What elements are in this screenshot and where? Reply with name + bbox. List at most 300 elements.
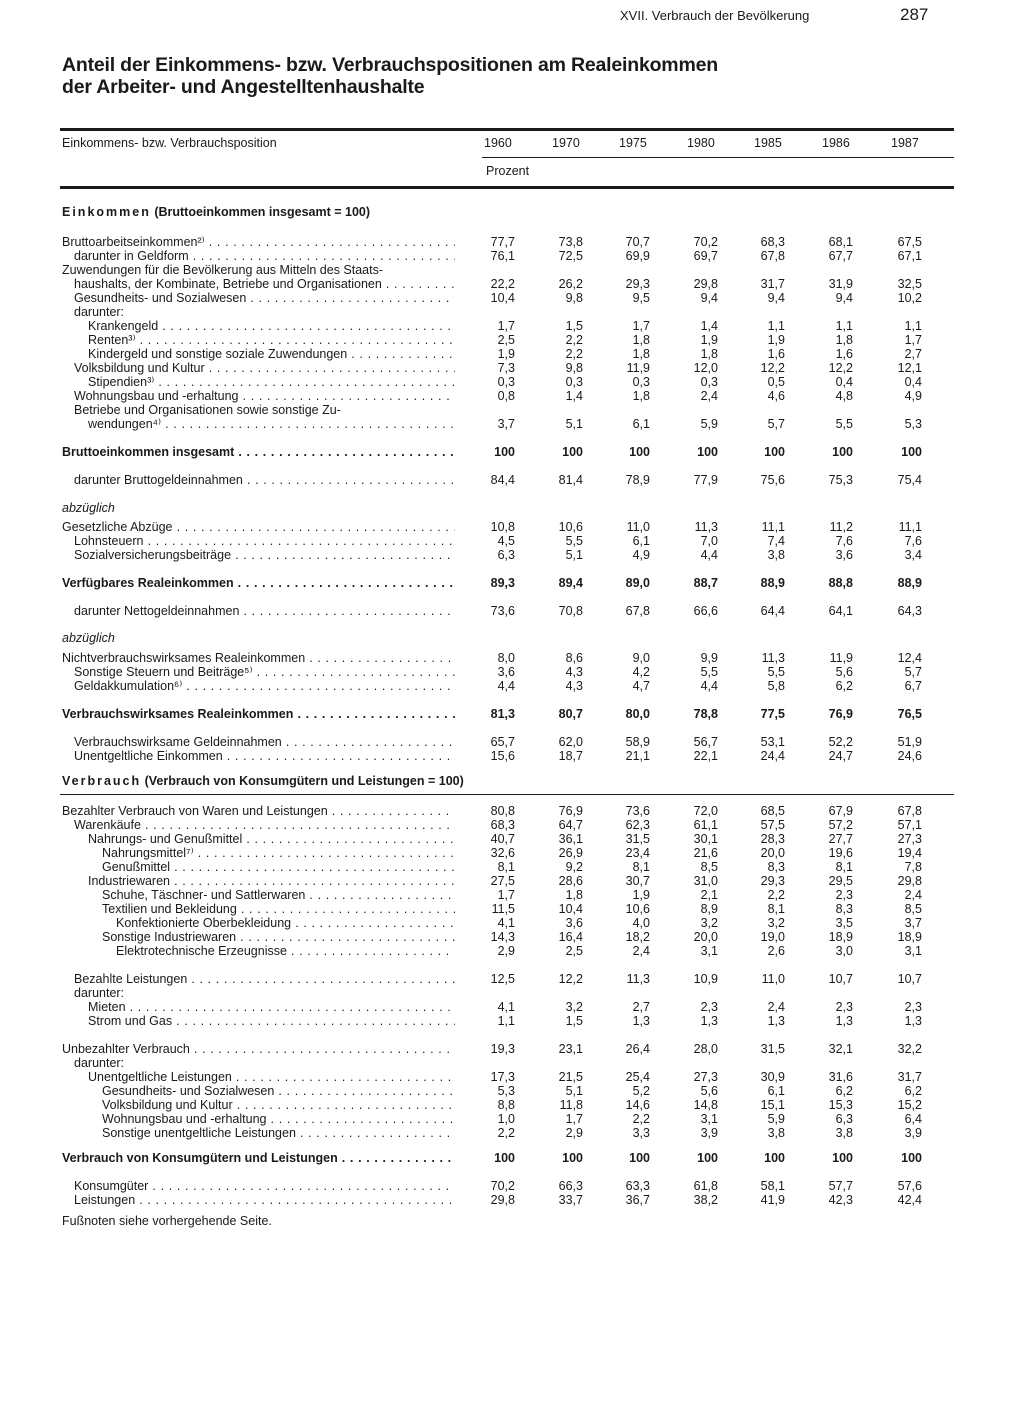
table-row [0,291,1024,305]
page-number: 287 [900,5,929,24]
cell-1980: 22,1 [693,749,718,763]
cell-1986: 11,2 [829,520,853,534]
cell-1980: 72,0 [693,804,718,818]
row-label: Wohnungsbau und -erhaltung . . . [102,1112,455,1126]
cell-1960: 89,3 [490,576,515,590]
cell-1980: 61,1 [693,818,718,832]
cell-1987: 67,8 [897,804,922,818]
table-row [0,548,1024,562]
cell-1970: 0,3 [565,375,583,389]
cell-1986: 9,4 [835,291,853,305]
row-label: Sonstige unentgeltliche Leistungen . . . [102,1126,455,1140]
cell-1986: 32,1 [828,1042,853,1056]
cell-1980: 31,0 [693,874,718,888]
cell-1960: 0,3 [497,375,515,389]
section-consumption-title: Verbrauch [62,774,142,788]
cell-1975: 10,6 [625,902,650,916]
row-label: Bruttoarbeitseinkommen²⁾ . . . [62,235,455,249]
cell-1975: 18,2 [625,930,650,944]
cell-1985: 9,4 [767,291,785,305]
row-label: Wohnungsbau und -erhaltung . . . [74,389,455,403]
unit-rule [482,157,954,158]
cell-1970: 70,8 [558,604,583,618]
cell-1960: 100 [494,445,515,459]
cell-1987: 67,1 [897,249,922,263]
cell-1985: 28,3 [760,832,785,846]
table-header-bottom-rule [60,186,954,189]
cell-1985: 64,4 [760,604,785,618]
cell-1987: 5,7 [904,665,922,679]
cell-1975: 23,4 [625,846,650,860]
row-label: wendungen⁴⁾ . . . [88,417,455,431]
cell-1985: 3,8 [767,548,785,562]
table-row [0,1000,1024,1014]
cell-1985: 29,3 [760,874,785,888]
cell-1986: 1,3 [835,1014,853,1028]
cell-1970: 1,5 [565,1014,583,1028]
cell-1987: 19,4 [897,846,922,860]
row-label: Konsumgüter . . . [74,1179,455,1193]
row-label: Textilien und Bekleidung . . . [102,902,455,916]
cell-1986: 5,5 [835,417,853,431]
cell-1987: 1,3 [904,1014,922,1028]
cell-1975: 1,8 [632,389,650,403]
cell-1980: 2,4 [700,389,718,403]
cell-1985: 77,5 [760,707,785,721]
cell-1985: 8,3 [767,860,785,874]
table-row [0,1193,1024,1207]
cell-1986: 11,9 [829,651,853,665]
row-label: Bezahlte Leistungen . . . [74,972,455,986]
cell-1970: 1,8 [565,888,583,902]
unit-label: Prozent [486,164,530,178]
cell-1987: 32,2 [897,1042,922,1056]
cell-1975: 63,3 [625,1179,650,1193]
cell-1986: 18,9 [828,930,853,944]
cell-1980: 21,6 [693,846,718,860]
cell-1987: 10,7 [897,972,922,986]
row-label: Bezahlter Verbrauch von Waren und Leistungen . . . [62,804,455,818]
year-header-1987: 1987 [891,136,919,150]
cell-1985: 30,9 [760,1070,785,1084]
cell-1986: 64,1 [828,604,853,618]
cell-1985: 12,2 [760,361,785,375]
row-label: Genußmittel . . . [102,860,455,874]
table-row [0,534,1024,548]
cell-1987: 57,1 [897,818,922,832]
table-row [0,972,1024,986]
cell-1970: 72,5 [558,249,583,263]
cell-1987: 4,9 [904,389,922,403]
row-label: darunter Bruttogeldeinnahmen . . . [74,473,455,487]
cell-1970: 26,2 [558,277,583,291]
cell-1960: 8,0 [497,651,515,665]
cell-1975: 1,9 [632,888,650,902]
row-label: Sonstige Industriewaren . . . [102,930,455,944]
row-label: Gesundheits- und Sozialwesen . . . [102,1084,455,1098]
row-label: Schuhe, Täschner- und Sattlerwaren . . . [102,888,455,902]
table-row [0,874,1024,888]
cell-1987: 6,2 [904,1084,922,1098]
cell-1970: 4,3 [565,665,583,679]
cell-1970: 9,2 [565,860,583,874]
cell-1975: 4,2 [632,665,650,679]
cell-1980: 56,7 [693,735,718,749]
cell-1985: 15,1 [760,1098,785,1112]
section-income-title: Einkommen [62,205,151,219]
table-row [0,305,1024,319]
cell-1975: 2,2 [632,1112,650,1126]
cell-1960: 22,2 [490,277,515,291]
table-row [0,916,1024,930]
cell-1980: 3,9 [700,1126,718,1140]
cell-1980: 69,7 [693,249,718,263]
cell-1987: 100 [901,1151,922,1165]
row-label: Industriewaren . . . [88,874,455,888]
cell-1970: 33,7 [558,1193,583,1207]
cell-1970: 23,1 [558,1042,583,1056]
cell-1960: 10,4 [490,291,515,305]
cell-1986: 6,2 [835,679,853,693]
cell-1986: 6,3 [835,1112,853,1126]
cell-1986: 100 [832,1151,853,1165]
cell-1985: 31,7 [760,277,785,291]
table-row [0,902,1024,916]
cell-1960: 68,3 [490,818,515,832]
cell-1960: 3,7 [497,417,515,431]
table-row [0,1042,1024,1056]
row-label: Leistungen . . . [74,1193,455,1207]
cell-1970: 12,2 [558,972,583,986]
table-row [0,735,1024,749]
cell-1970: 26,9 [558,846,583,860]
cell-1970: 4,3 [565,679,583,693]
cell-1985: 19,0 [760,930,785,944]
cell-1975: 29,3 [625,277,650,291]
cell-1970: 9,8 [565,361,583,375]
row-label: Elektrotechnische Erzeugnisse . . . [116,944,455,958]
cell-1970: 8,6 [565,651,583,665]
cell-1975: 67,8 [625,604,650,618]
cell-1980: 2,1 [700,888,718,902]
cell-1986: 88,8 [828,576,853,590]
cell-1975: 80,0 [625,707,650,721]
table-row [0,888,1024,902]
cell-1975: 21,1 [625,749,650,763]
cell-1975: 9,0 [632,651,650,665]
cell-1986: 42,3 [828,1193,853,1207]
cell-1970: 21,5 [558,1070,583,1084]
cell-1985: 20,0 [760,846,785,860]
cell-1975: 2,4 [632,944,650,958]
row-label: Zuwendungen für die Bevölkerung aus Mitteln des Staats- [62,263,384,277]
cell-1970: 80,7 [558,707,583,721]
cell-1980: 66,6 [693,604,718,618]
row-label: Stipendien³⁾ . . . [88,375,455,389]
cell-1975: 4,7 [632,679,650,693]
cell-1960: 11,5 [491,902,515,916]
cell-1987: 29,8 [897,874,922,888]
cell-1970: 10,6 [558,520,583,534]
cell-1980: 20,0 [693,930,718,944]
cell-1987: 31,7 [897,1070,922,1084]
table-row [0,846,1024,860]
row-label: darunter: [74,986,125,1000]
table-row [0,1084,1024,1098]
cell-1970: 89,4 [558,576,583,590]
cell-1986: 3,0 [835,944,853,958]
row-label: Volksbildung und Kultur . . . [74,361,455,375]
cell-1985: 11,3 [761,651,785,665]
row-label: Unentgeltliche Leistungen . . . [88,1070,455,1084]
row-label: Warenkäufe . . . [74,818,455,832]
cell-1980: 30,1 [693,832,718,846]
cell-1987: 6,4 [904,1112,922,1126]
cell-1975: 6,1 [632,534,650,548]
chapter-header: XVII. Verbrauch der Bevölkerung [620,8,810,23]
cell-1970: 2,9 [565,1126,583,1140]
table-row [0,333,1024,347]
table-row [0,832,1024,846]
cell-1960: 19,3 [490,1042,515,1056]
cell-1960: 73,6 [490,604,515,618]
cell-1970: 28,6 [558,874,583,888]
cell-1986: 4,8 [835,389,853,403]
cell-1975: 73,6 [625,804,650,818]
row-label: haushalts, der Kombinate, Betriebe und Organisationen . . . [74,277,455,291]
cell-1987: 11,1 [898,520,922,534]
cell-1986: 0,4 [835,375,853,389]
cell-1987: 32,5 [897,277,922,291]
cell-1980: 9,9 [700,651,718,665]
cell-1985: 53,1 [760,735,785,749]
cell-1960: 12,5 [490,972,515,986]
cell-1985: 31,5 [760,1042,785,1056]
cell-1980: 3,2 [700,916,718,930]
cell-1987: 76,5 [897,707,922,721]
table-row [0,944,1024,958]
row-label: Unbezahlter Verbrauch . . . [62,1042,455,1056]
year-header-1986: 1986 [822,136,850,150]
cell-1986: 67,7 [828,249,853,263]
row-label: Krankengeld . . . [88,319,455,333]
cell-1975: 6,1 [632,417,650,431]
row-label: Verbrauchswirksames Realeinkommen . . . [62,707,455,721]
cell-1980: 70,2 [693,235,718,249]
cell-1986: 15,3 [828,1098,853,1112]
cell-1986: 3,8 [835,1126,853,1140]
cell-1987: 10,2 [897,291,922,305]
cell-1960: 81,3 [490,707,515,721]
cell-1987: 0,4 [904,375,922,389]
cell-1980: 1,3 [700,1014,718,1028]
year-header-1960: 1960 [484,136,512,150]
cell-1986: 31,6 [828,1070,853,1084]
row-label: Bruttoeinkommen insgesamt . . . [62,445,455,459]
section-consumption-heading [62,774,464,788]
cell-1980: 1,8 [700,347,718,361]
cell-1975: 11,3 [626,972,650,986]
cell-1985: 5,9 [767,1112,785,1126]
cell-1960: 17,3 [490,1070,515,1084]
table-row [0,1112,1024,1126]
cell-1980: 28,0 [693,1042,718,1056]
cell-1970: 62,0 [558,735,583,749]
cell-1985: 5,8 [767,679,785,693]
row-label: Betriebe und Organisationen sowie sonstige Zu- [74,403,341,417]
row-label: Sozialversicherungsbeiträge . . . [74,548,455,562]
row-label: Gesetzliche Abzüge . . . [62,520,455,534]
cell-1960: 8,8 [497,1098,515,1112]
cell-1987: 8,5 [904,902,922,916]
cell-1985: 0,5 [767,375,785,389]
table-row [0,860,1024,874]
cell-1986: 67,9 [828,804,853,818]
cell-1985: 75,6 [760,473,785,487]
cell-1987: 67,5 [897,235,922,249]
cell-1987: 1,1 [904,319,922,333]
cell-1980: 14,8 [693,1098,718,1112]
cell-1970: 81,4 [558,473,583,487]
cell-1970: 16,4 [558,930,583,944]
table-row [0,665,1024,679]
cell-1980: 10,9 [693,972,718,986]
cell-1985: 68,3 [760,235,785,249]
cell-1986: 1,1 [835,319,853,333]
cell-1985: 2,2 [767,888,785,902]
cell-1987: 24,6 [897,749,922,763]
cell-1960: 2,9 [497,944,515,958]
cell-1970: 73,8 [558,235,583,249]
cell-1980: 4,4 [700,679,718,693]
cell-1980: 8,9 [700,902,718,916]
cell-1960: 65,7 [490,735,515,749]
cell-1975: 4,0 [632,916,650,930]
cell-1987: 100 [901,445,922,459]
table-row [0,818,1024,832]
cell-1986: 52,2 [828,735,853,749]
cell-1975: 14,6 [625,1098,650,1112]
table-row [0,277,1024,291]
cell-1986: 12,2 [828,361,853,375]
label-column-header: Einkommens- bzw. Verbrauchsposition [62,136,277,150]
table-row [0,631,1024,645]
cell-1960: 6,3 [497,548,515,562]
cell-1975: 100 [629,445,650,459]
table-row [0,235,1024,249]
cell-1980: 0,3 [700,375,718,389]
cell-1970: 11,8 [559,1098,583,1112]
cell-1975: 100 [629,1151,650,1165]
table-row [0,604,1024,618]
cell-1960: 1,0 [497,1112,515,1126]
cell-1986: 68,1 [828,235,853,249]
cell-1987: 3,9 [904,1126,922,1140]
cell-1975: 0,3 [632,375,650,389]
cell-1987: 2,4 [904,888,922,902]
cell-1975: 8,1 [632,860,650,874]
table-row [0,263,1024,277]
row-label: Gesundheits- und Sozialwesen . . . [74,291,455,305]
cell-1960: 4,1 [497,916,515,930]
cell-1970: 5,1 [565,548,583,562]
cell-1980: 7,0 [700,534,718,548]
cell-1980: 78,8 [693,707,718,721]
cell-1987: 2,7 [904,347,922,361]
cell-1975: 1,3 [632,1014,650,1028]
table-row [0,651,1024,665]
table-row [0,749,1024,763]
cell-1975: 78,9 [625,473,650,487]
cell-1975: 70,7 [625,235,650,249]
cell-1970: 5,5 [565,534,583,548]
cell-1975: 3,3 [632,1126,650,1140]
table-row [0,576,1024,590]
cell-1980: 29,8 [693,277,718,291]
cell-1975: 36,7 [625,1193,650,1207]
title-line-1: Anteil der Einkommens- bzw. Verbrauchspositionen am Realeinkommen [62,54,718,76]
cell-1960: 0,8 [497,389,515,403]
cell-1980: 5,9 [700,417,718,431]
cell-1986: 10,7 [828,972,853,986]
cell-1970: 1,4 [565,389,583,403]
cell-1960: 40,7 [490,832,515,846]
cell-1975: 30,7 [625,874,650,888]
cell-1985: 1,6 [767,347,785,361]
cell-1985: 100 [764,1151,785,1165]
table-row [0,501,1024,515]
cell-1975: 1,8 [632,333,650,347]
table-row [0,347,1024,361]
row-label: Volksbildung und Kultur . . . [102,1098,455,1112]
cell-1975: 1,8 [632,347,650,361]
cell-1987: 3,4 [904,548,922,562]
cell-1970: 2,5 [565,944,583,958]
cell-1985: 68,5 [760,804,785,818]
cell-1987: 7,8 [904,860,922,874]
table-top-rule [60,128,954,131]
cell-1975: 58,9 [625,735,650,749]
cell-1960: 27,5 [490,874,515,888]
cell-1986: 2,3 [835,1000,853,1014]
footnote: Fußnoten siehe vorhergehende Seite. [62,1214,272,1228]
cell-1985: 5,5 [767,665,785,679]
cell-1986: 27,7 [828,832,853,846]
cell-1986: 29,5 [828,874,853,888]
cell-1970: 9,8 [565,291,583,305]
cell-1985: 3,2 [767,916,785,930]
cell-1960: 10,8 [490,520,515,534]
cell-1985: 8,1 [767,902,785,916]
cell-1970: 5,1 [565,1084,583,1098]
cell-1986: 19,6 [828,846,853,860]
table-row [0,249,1024,263]
cell-1980: 27,3 [693,1070,718,1084]
cell-1985: 11,1 [761,520,785,534]
cell-1960: 3,6 [497,665,515,679]
cell-1987: 75,4 [897,473,922,487]
cell-1970: 2,2 [565,333,583,347]
row-label: Verbrauchswirksame Geldeinnahmen . . . [74,735,455,749]
cell-1987: 64,3 [897,604,922,618]
cell-1970: 3,6 [565,916,583,930]
title-line-2: der Arbeiter- und Angestelltenhaushalte [62,76,425,98]
table-row [0,403,1024,417]
cell-1960: 2,5 [497,333,515,347]
cell-1960: 76,1 [490,249,515,263]
cell-1960: 1,7 [497,319,515,333]
section-income-heading [62,205,370,219]
